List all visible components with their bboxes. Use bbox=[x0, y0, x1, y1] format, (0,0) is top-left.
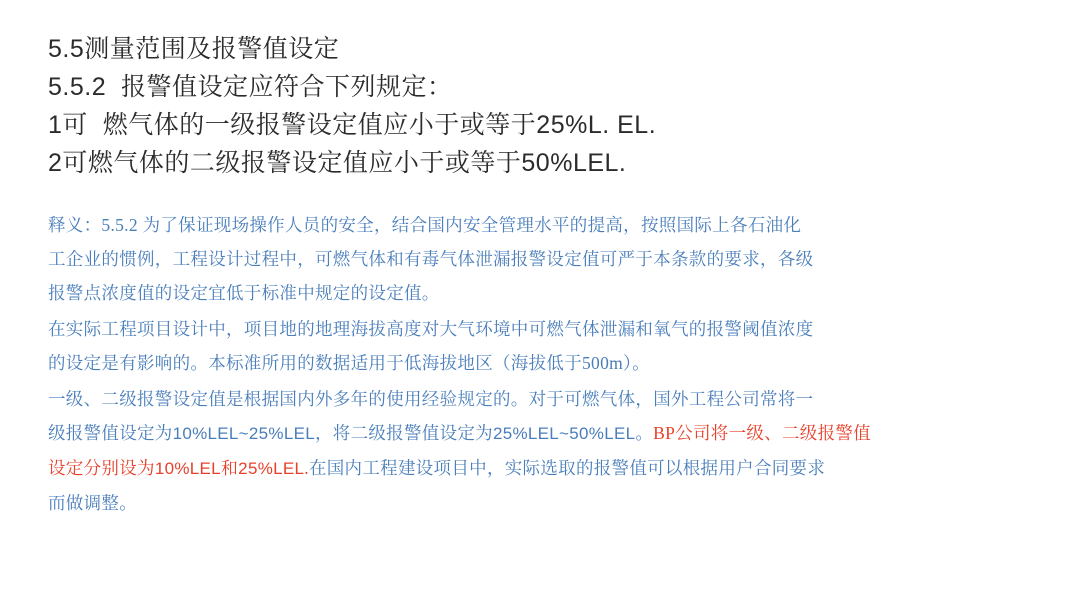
paragraph-1-line-3: 报警点浓度值的设定宜低于标准中规定的设定值。 bbox=[48, 283, 440, 303]
heading-line-1: 5.5测量范围及报警值设定 bbox=[48, 35, 340, 63]
p3-l3-blue-text: 在国内工程建设项目中，实际选取的报警值可以根据用户合同要求 bbox=[308, 458, 826, 478]
explanation-paragraph-2 bbox=[48, 312, 1040, 380]
explanation-paragraph-1 bbox=[48, 208, 1040, 310]
p3-l2-text-1: 级报警值设定为 bbox=[48, 423, 173, 443]
p3-l2-text-2: ，将二级报警值设定为 bbox=[314, 423, 493, 443]
paragraph-2-line-1: 在实际工程项目设计中，项目地的地理海拔高度对大气环境中可燃气体泄漏和氧气的报警阈值浓度 bbox=[48, 319, 814, 339]
p3-l2-value-1: 10%LEL~25%LEL bbox=[172, 424, 315, 443]
p3-l2-red-text: BP公司将一级、二级报警值 bbox=[653, 423, 871, 443]
paragraph-3-line-1: 一级、二级报警设定值是根据国内外多年的使用经验规定的。对于可燃气体，国外工程公司常将一 bbox=[48, 389, 814, 409]
heading-line-3: 1可 燃气体的一级报警设定值应小于或等于25%L. EL. bbox=[48, 111, 657, 139]
paragraph-3-line-3 bbox=[48, 451, 1040, 486]
explanation-section bbox=[48, 208, 1040, 520]
p3-l2-text-3: 。 bbox=[635, 423, 654, 443]
paragraph-1-line-2: 工企业的惯例，工程设计过程中，可燃气体和有毒气体泄漏报警设定值可严于本条款的要求，各级 bbox=[48, 249, 814, 269]
paragraph-2-line-2: 的设定是有影响的。本标准所用的数据适用于低海拔地区（海拔低于500m）。 bbox=[48, 353, 650, 373]
paragraph-1-line-1: 释义：5.5.2 为了保证现场操作人员的安全，结合国内安全管理水平的提高，按照国际上各石油化 bbox=[48, 215, 802, 235]
p3-l3-red-text-2: . bbox=[304, 458, 309, 478]
heading-line-2: 5.5.2 报警值设定应符合下列规定： bbox=[48, 73, 453, 101]
p3-l2-value-2: 25%LEL~50%LEL bbox=[492, 424, 636, 443]
p3-l3-red-value-1: 10%LEL和25%LEL bbox=[154, 459, 305, 478]
p3-l3-red-text-1: 设定分别设为 bbox=[48, 458, 155, 478]
paragraph-3-line-4: 而做调整。 bbox=[48, 493, 137, 513]
heading-section bbox=[48, 30, 1040, 182]
explanation-paragraph-3 bbox=[48, 382, 1040, 520]
paragraph-3-line-2 bbox=[48, 416, 1040, 451]
heading-line-4: 2可燃气体的二级报警设定值应小于或等于50%LEL. bbox=[48, 149, 627, 177]
